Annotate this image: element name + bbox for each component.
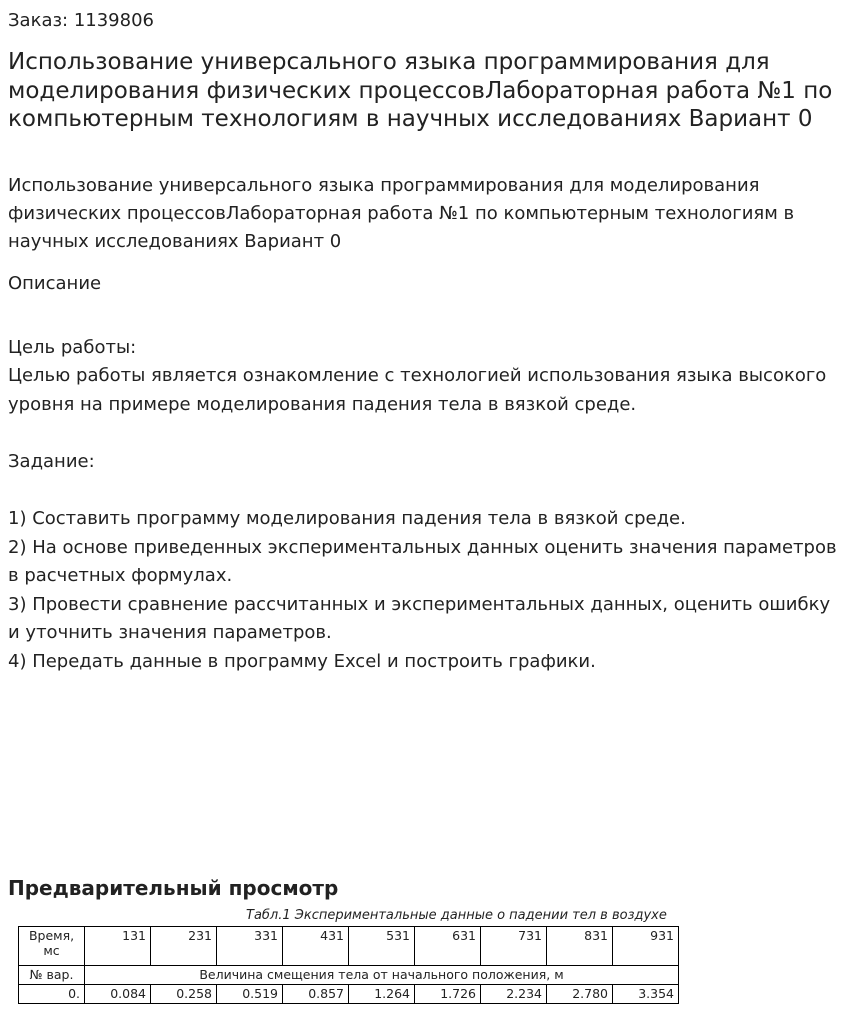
value-cell: 3.354 — [613, 985, 679, 1004]
variant-cell: 0. — [19, 985, 85, 1004]
description-heading: Описание — [8, 273, 102, 294]
table-row — [19, 927, 679, 966]
time-cell: 131 — [85, 927, 151, 966]
value-cell: 1.726 — [415, 985, 481, 1004]
time-cell: 731 — [481, 927, 547, 966]
table-caption: Табл.1 Экспериментальные данные о падении тел в воздухе — [246, 908, 667, 923]
task-item: 4) Передать данные в программу Excel и построить графики. — [8, 650, 596, 672]
time-cell: 231 — [151, 927, 217, 966]
variant-header: № вар. — [19, 966, 85, 985]
time-cell: 431 — [283, 927, 349, 966]
time-cell: 831 — [547, 927, 613, 966]
time-cell: 931 — [613, 927, 679, 966]
subtitle: Использование универсального языка программирования для моделирования физических процессовЛабораторная работа №1 по компьютерным технологиям в научных исследованиях Вариант 0 — [8, 175, 795, 252]
goal-text: Целью работы является ознакомление с технологией использования языка высокого уровня на примере моделирования падения тела в вязкой среде. — [8, 365, 827, 415]
time-header: Время, мс — [19, 927, 85, 966]
value-cell: 2.234 — [481, 985, 547, 1004]
goal-label: Цель работы: — [8, 337, 137, 358]
time-cell: 331 — [217, 927, 283, 966]
task-item: 2) На основе приведенных экспериментальных данных оценить значения параметров в расчетных формулах. — [8, 536, 837, 586]
task-item: 1) Составить программу моделирования падения тела в вязкой среде. — [8, 508, 686, 529]
task-item: 3) Провести сравнение рассчитанных и экспериментальных данных, оценить ошибку и уточнить значения параметров. — [8, 593, 831, 643]
time-cell: 531 — [349, 927, 415, 966]
preview-heading: Предварительный просмотр — [8, 876, 339, 900]
order-number: Заказ: 1139806 — [8, 10, 154, 31]
page-title: Использование универсального языка программирования для моделирования физических процессовЛабораторная работа №1 по компьютерным технологиям в научных исследованиях Вариант 0 — [8, 49, 833, 132]
table-row — [19, 985, 679, 1004]
value-cell: 0.084 — [85, 985, 151, 1004]
value-cell: 0.258 — [151, 985, 217, 1004]
value-cell: 0.519 — [217, 985, 283, 1004]
task-label: Задание: — [8, 451, 95, 472]
data-table — [18, 926, 679, 1004]
value-cell: 0.857 — [283, 985, 349, 1004]
displacement-header: Величина смещения тела от начального положения, м — [85, 966, 679, 985]
value-cell: 1.264 — [349, 985, 415, 1004]
task-list — [8, 505, 838, 676]
value-cell: 2.780 — [547, 985, 613, 1004]
table-row — [19, 966, 679, 985]
time-cell: 631 — [415, 927, 481, 966]
